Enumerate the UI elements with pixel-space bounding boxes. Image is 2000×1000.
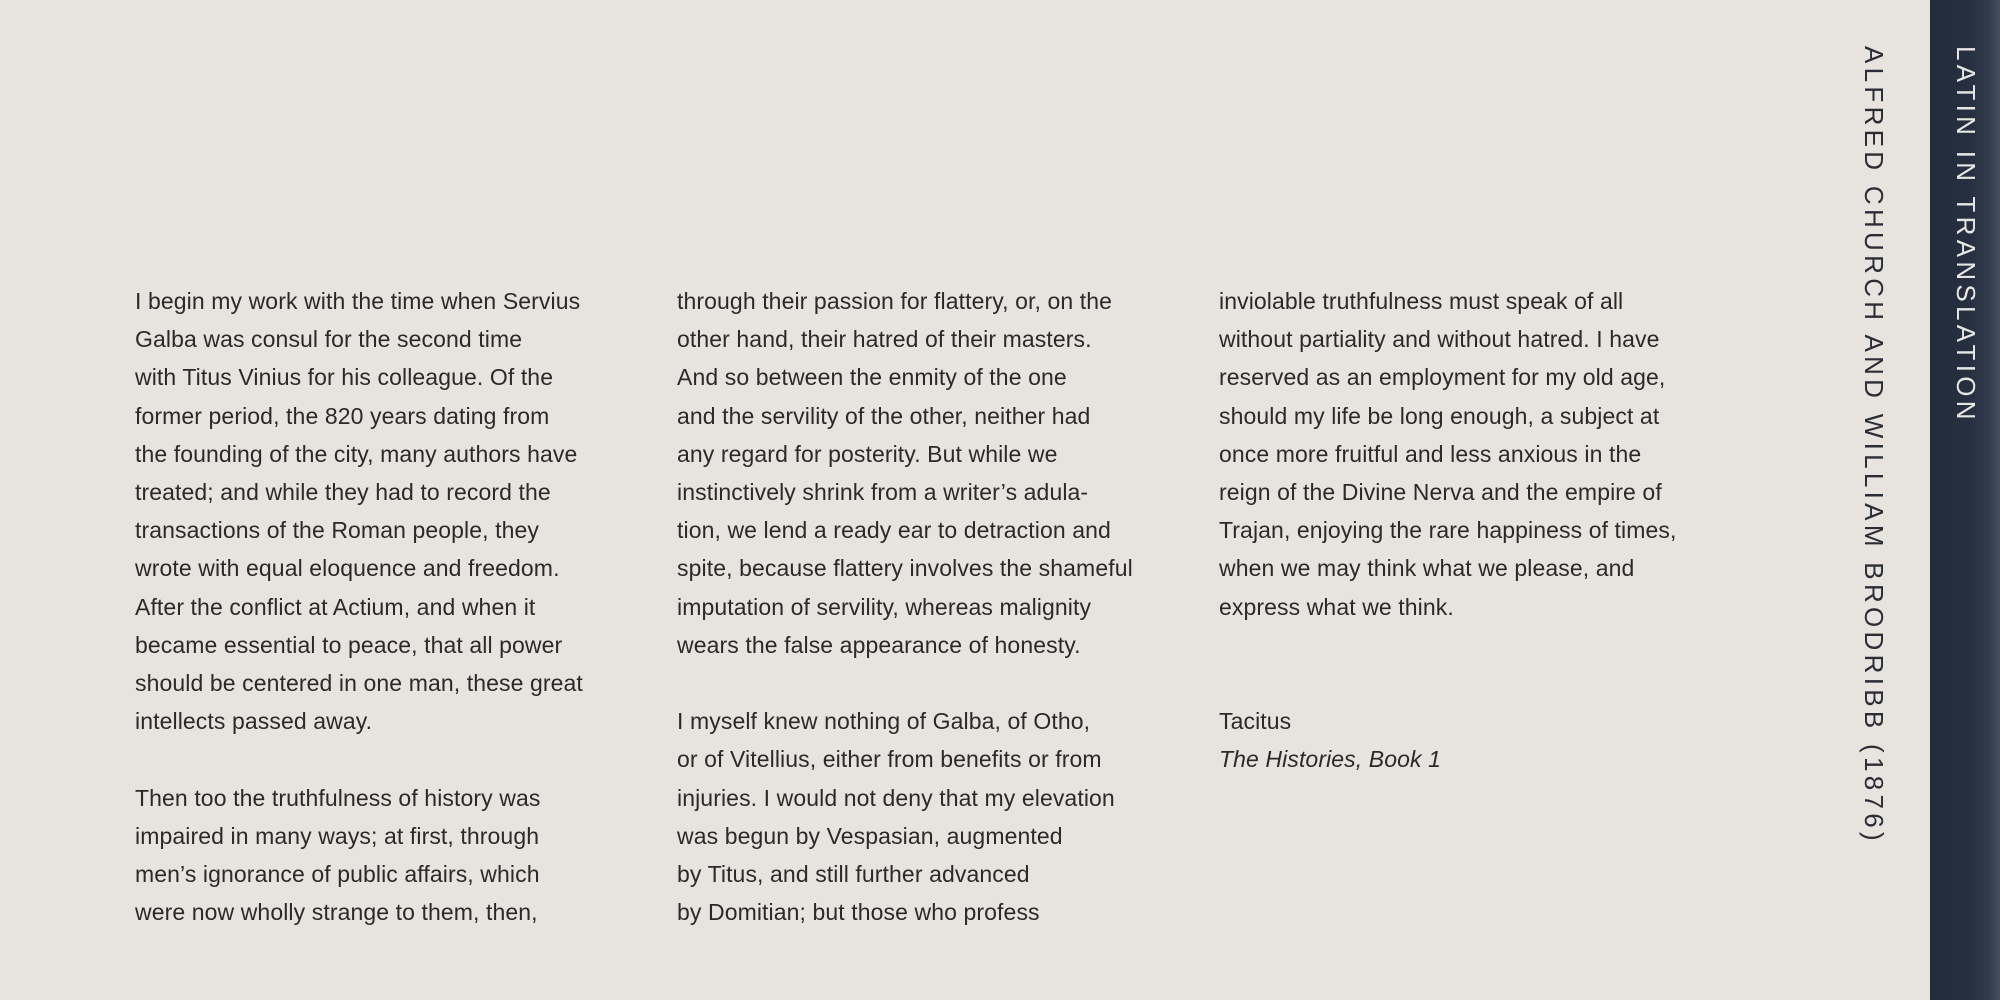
text-line: was begun by Vespasian, augmented (677, 822, 1063, 849)
text-line: impaired in many ways; at first, through (135, 822, 540, 849)
text-line: I begin my work with the time when Servius (135, 288, 581, 314)
text-line: I myself knew nothing of Galba, of Otho, (677, 708, 1091, 735)
translators-credit: ALFRED CHURCH AND WILLIAM BRODRIBB (1876) (1859, 46, 1889, 845)
paragraph-gap (677, 664, 1177, 702)
text-line: inviolable truthfulness must speak of all (1219, 288, 1624, 314)
text-line: Trajan, enjoying the rare happiness of times, (1219, 517, 1677, 544)
text-line: should be centered in one man, these great (135, 670, 583, 697)
text-column-3 (1219, 282, 1719, 779)
text-line: the founding of the city, many authors have (135, 440, 578, 467)
text-line: should my life be long enough, a subject at (1219, 402, 1660, 429)
text-line: instinctively shrink from a writer’s adula- (677, 479, 1089, 506)
text-line: Then too the truthfulness of history was (135, 784, 541, 811)
text-line: wrote with equal eloquence and freedom. (135, 555, 560, 582)
text-line: reserved as an employment for my old age, (1219, 364, 1666, 391)
text-column-1 (135, 282, 635, 931)
text-line: men’s ignorance of public affairs, which (135, 861, 540, 888)
text-line: wears the false appearance of honesty. (677, 631, 1081, 658)
text-column-2 (677, 282, 1177, 931)
paragraph-gap (135, 740, 635, 778)
series-title: LATIN IN TRANSLATION (1951, 46, 1981, 424)
text-line: and the servility of the other, neither had (677, 402, 1091, 429)
text-line: intellects passed away. (135, 708, 373, 735)
text-line: express what we think. (1219, 593, 1454, 620)
text-line: when we may think what we please, and (1219, 555, 1635, 582)
text-line: reign of the Divine Nerva and the empire of (1219, 479, 1662, 506)
text-line: or of Vitellius, either from benefits or from (677, 746, 1102, 773)
text-line: And so between the enmity of the one (677, 364, 1067, 391)
attribution-work: The Histories, Book 1 (1219, 746, 1441, 773)
text-line: transactions of the Roman people, they (135, 517, 539, 544)
text-line: with Titus Vinius for his colleague. Of the (135, 364, 554, 391)
text-line: After the conflict at Actium, and when it (135, 593, 536, 620)
text-line: once more fruitful and less anxious in the (1219, 440, 1642, 467)
text-line: former period, the 820 years dating from (135, 402, 550, 429)
text-line: Galba was consul for the second time (135, 326, 523, 353)
text-line: imputation of servility, whereas malignity (677, 593, 1092, 620)
text-line: any regard for posterity. But while we (677, 440, 1058, 467)
text-line: by Domitian; but those who profess (677, 899, 1040, 926)
text-line: became essential to peace, that all power (135, 631, 563, 658)
text-line: through their passion for flattery, or, on the (677, 288, 1113, 314)
paragraph-gap (1219, 626, 1719, 702)
text-line: were now wholly strange to them, then, (135, 899, 538, 926)
text-line: tion, we lend a ready ear to detraction and (677, 517, 1111, 544)
attribution-author: Tacitus (1219, 708, 1292, 735)
text-line: treated; and while they had to record the (135, 479, 551, 506)
text-line: without partiality and without hatred. I have (1219, 326, 1660, 353)
text-line: by Titus, and still further advanced (677, 861, 1030, 888)
text-line: injuries. I would not deny that my elevation (677, 784, 1115, 811)
text-line: other hand, their hatred of their masters. (677, 326, 1092, 353)
text-line: spite, because flattery involves the shameful (677, 555, 1133, 582)
